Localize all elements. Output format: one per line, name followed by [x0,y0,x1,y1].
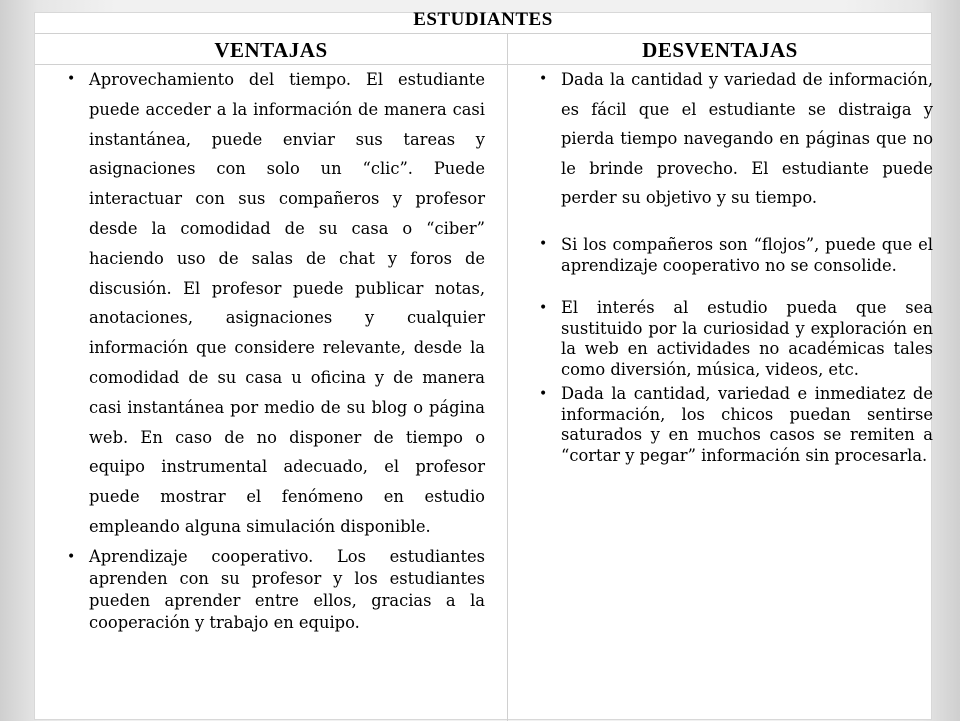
list-item [537,384,933,466]
bullet-icon: • [539,299,548,316]
list-item-text: El interés al estudio pueda que sea sustituido por la curiosidad y exploración en la web en actividades no académicas tales como diversión, música, videos, etc. [561,297,933,379]
bullet-icon: • [539,235,548,252]
bullet-icon: • [67,548,76,565]
desventajas-cell [537,65,933,467]
desventajas-header: DESVENTAJAS [642,38,798,62]
bullet-icon: • [539,386,548,403]
page-title: ESTUDIANTES [413,9,553,30]
list-item [537,65,933,213]
bullet-icon: • [539,71,548,87]
column-divider [507,33,508,721]
list-item-text: Aprovechamiento del tiempo. El estudiante puede acceder a la información de manera casi instantánea, puede enviar sus tareas y asignaciones con solo un “clic”. Puede interactuar con sus compañeros y profesor desde la comodidad de su casa o “ciber” haciendo uso de salas de chat y foros de discusión. El profesor puede publicar notas, anotaciones, asignaciones y cualquier información que considere relevante, desde la comodidad de su casa u oficina y de manera casi instantánea por medio de su blog o página web. En caso de no disponer de tiempo o equipo instrumental adecuado, el profesor puede mostrar el fenómeno en estudio empleando alguna simulación disponible. [89,70,485,536]
slide [34,9,933,720]
bullet-icon: • [67,71,76,87]
list-item-text: Aprendizaje cooperativo. Los estudiantes aprenden con su profesor y los estudiantes pueden aprender entre ellos, gracias a la cooperación y trabajo en equipo. [89,546,485,633]
list-item-text: Dada la cantidad, variedad e inmediatez de información, los chicos puedan sentirse saturados y en muchos casos se remiten a “cortar y pegar” información sin procesarla. [561,384,933,466]
list-item [65,65,485,542]
list-item-text: Si los compañeros son “flojos”, puede que el aprendizaje cooperativo no se consolide. [561,234,933,275]
list-item [537,298,933,380]
ventajas-cell [65,65,485,635]
list-item [537,234,933,276]
ventajas-header: VENTAJAS [214,38,328,62]
table-header-row [35,33,931,65]
list-item [65,546,485,635]
list-item-text: Dada la cantidad y variedad de información, es fácil que el estudiante se distraiga y pierda tiempo navegando en páginas que no le brinde provecho. El estudiante puede perder su objetivo y su tiempo. [561,70,933,207]
